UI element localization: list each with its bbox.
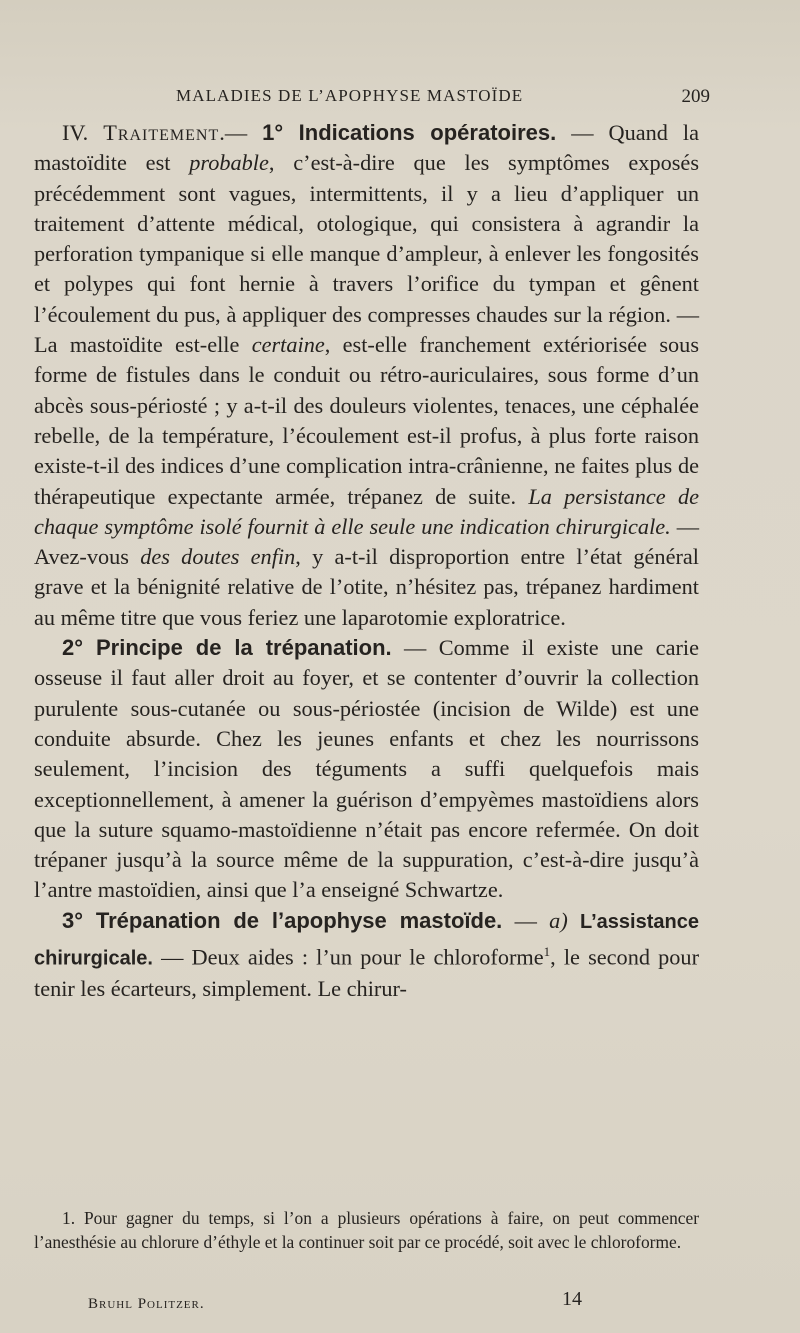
section-name: Traitement: [103, 120, 220, 145]
text-run: —: [502, 907, 550, 933]
emphasis: certaine: [251, 332, 325, 358]
heading-indications: 1° Indications opératoires.: [262, 120, 557, 145]
footnote: [34, 1206, 699, 1254]
text-run: , c’est-à-dire que les symptômes exposés précédemment sont vagues, intermittents, il y a lieu d’appliquer un traitement d’attente médical, otologique, qui consistera à agrandir la perforation tympanique si elle manque d’ampleur, à enlever les fongosités et polypes qui font hernie à travers l’orifice du tympan et gênent l’écoulement du pus, à appliquer des compresses chaudes sur la région. — La mastoïdite est-elle: [34, 150, 699, 358]
text-run: — Quand la mastoïdite est: [34, 120, 700, 176]
heading-principe: 2° Principe de la trépanation.: [62, 635, 392, 661]
subheading-assistance: L’assistance chirurgicale.: [34, 910, 699, 970]
signature-number: 14: [562, 1288, 582, 1310]
emphasis: La persistance de chaque symptôme isolé fournit à elle seule une indication chirurgicale.: [34, 483, 699, 539]
printer-signature: Bruhl Politzer.: [88, 1296, 205, 1312]
text-run: , est-elle franchement extériorisée sous forme de fistules dans le conduit ou rétro-auriculaires, sous forme d’un abcès sous-périosté ; y a-t-il des douleurs violentes, tenaces, une céphalée rebelle, de la température, l’écoulement est-il profus, à plus forte raison existe-t-il des indices d’une complication intra-crânienne, ne faites plus de thérapeutique expectante armée, trépanez de suite.: [34, 332, 699, 509]
emphasis: probable: [189, 150, 269, 176]
page-number: 209: [681, 86, 710, 107]
text-run: , y a-t-il disproportion entre l’état général grave et la bénignité relative de l’otite, n’hésitez pas, trépanez hardiment au même titre que vous feriez une laparotomie exploratrice.: [34, 544, 699, 630]
section-separator: .—: [219, 120, 263, 145]
heading-trepanation: 3° Trépanation de l’apophyse mastoïde.: [62, 907, 503, 933]
section-label: IV.: [62, 120, 104, 145]
running-head-title: MALADIES DE L’APOPHYSE MASTOÏDE: [176, 86, 524, 105]
body-text: [34, 118, 699, 1004]
text-run: — Deux aides : l’un pour le chloroforme: [152, 944, 544, 970]
paragraph-indications: [34, 118, 699, 633]
paragraph-trepanation: [34, 906, 699, 1004]
footnote-text: 1. Pour gagner du temps, si l’on a plusieurs opérations à faire, on peut commencer l’anesthésie au chlorure d’éthyle et la continuer soit par ce procédé, soit avec le chloroforme.: [34, 1208, 699, 1252]
emphasis: des doutes enfin: [140, 544, 296, 570]
item-marker: a): [549, 907, 568, 933]
text-run: , le second pour tenir les écarteurs, simplement. Le chirur-: [34, 944, 699, 1001]
text-run: — Comme il existe une carie osseuse il faut aller droit au foyer, et se contenter d’ouvrir la collection purulente sous-cutanée ou sous-périostée (incision de Wilde) est une conduite absurde. Chez les jeunes enfants et chez les nourrissons seulement, l’incision des téguments a suffi quelquefois mais exceptionnellement, à amener la guérison d’empyèmes mastoïdiens alors que la suture squamo-mastoïdienne n’était pas encore refermée. On doit trépaner jusqu’à la source même de la suppuration, c’est-à-dire jusqu’à l’antre mastoïdien, ainsi que l’a enseigné Schwartze.: [34, 635, 699, 903]
text-run: — Avez-vous: [34, 513, 700, 570]
paragraph-principe: [34, 633, 699, 906]
footnote-reference: 1: [543, 944, 551, 960]
